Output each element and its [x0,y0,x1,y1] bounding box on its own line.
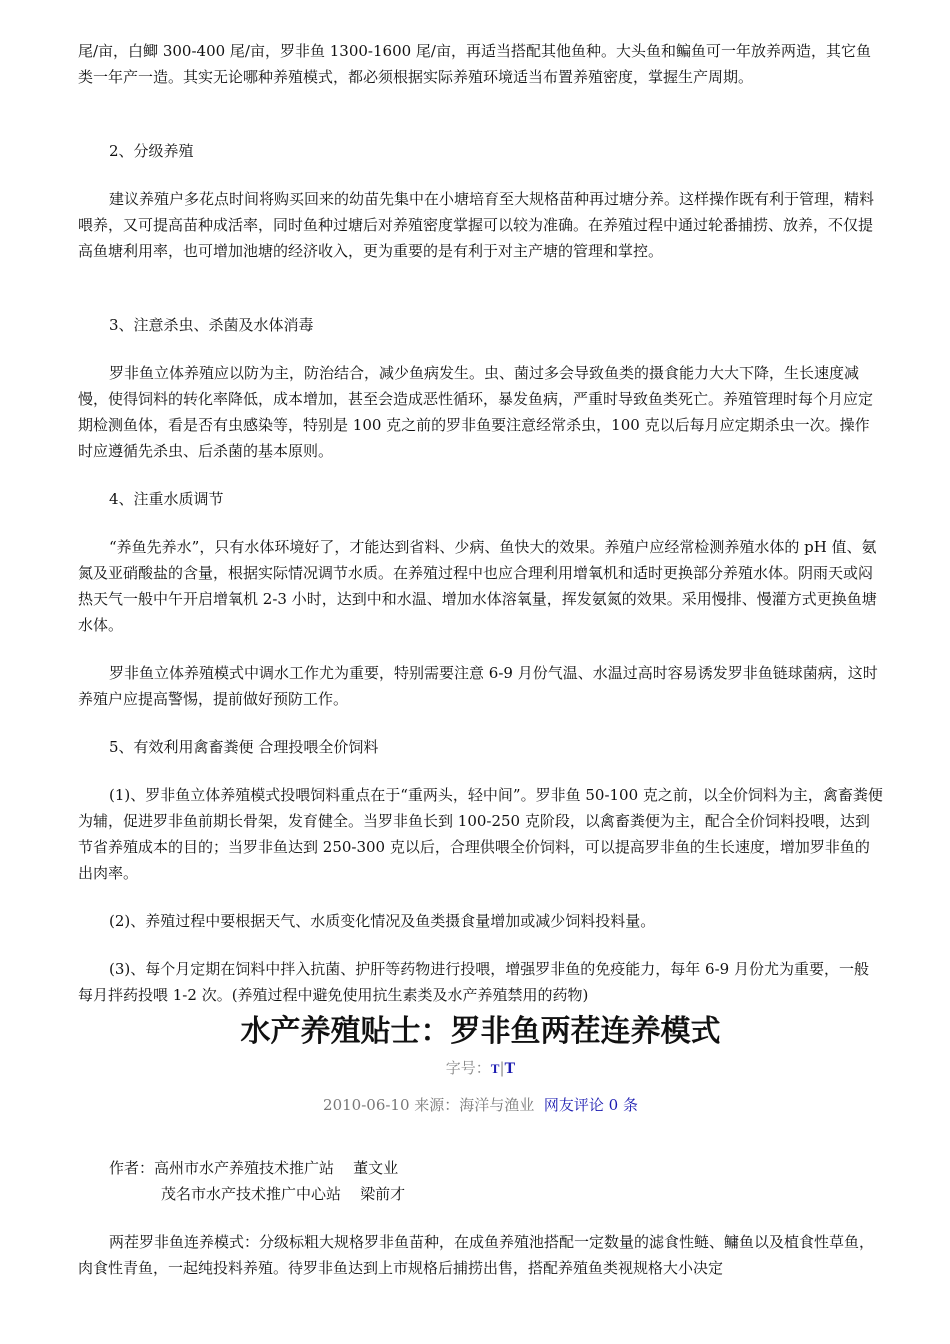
article-meta [78,1093,883,1117]
font-size-label: 字号： [445,1059,491,1077]
article-title: 水产养殖贴士：罗非鱼两茬连养模式 [240,1014,721,1049]
paragraph-intro: 两茬罗非鱼连养模式：分级标粗大规格罗非鱼苗种，在成鱼养殖池搭配一定数量的滤食性鲢、鳙鱼以及植食性草鱼，肉食性青鱼，一起纯投料养殖。待罗非鱼达到上市规格后捕捞出售，搭配养殖鱼类视规格大小决定 [78,1233,875,1277]
paragraph-grading-culture: 建议养殖户多花点时间将购买回来的幼苗先集中在小塘培育至大规格苗种再过塘分养。这样操作既有利于管理，精料喂养，又可提高苗种成活率，同时鱼种过塘后对养殖密度掌握可以较为准确。在养殖过程中通过轮番捕捞、放养，不仅提高鱼塘利用率，也可增加池塘的经济收入，更为重要的是有利于对主产塘的管理和掌控。 [78,190,875,260]
author-block [78,1155,883,1207]
heading-water-quality: 4、注重水质调节 [109,490,224,508]
article-source: 来源：海洋与渔业 [414,1096,535,1114]
heading-disinfection: 3、注意杀虫、杀菌及水体消毒 [109,316,314,334]
font-size-control [78,1056,883,1081]
article-date: 2010-06-10 [323,1096,410,1114]
font-large-button[interactable]: T [504,1060,516,1077]
paragraph-disinfection: 罗非鱼立体养殖应以防为主，防治结合，减少鱼病发生。虫、菌过多会导致鱼类的摄食能力大大下降，生长速度减慢，使得饲料的转化率降低，成本增加，甚至会造成恶性循环，暴发鱼病，严重时导致鱼类死亡。养殖管理时每个月应定期检测鱼体，看是否有虫感染等，特别是 100 克之前的罗非鱼要注意经常杀虫，100 克以后每月应定期杀虫一次。操作时应遵循先杀虫、后杀菌的基本原则。 [78,364,874,460]
paragraph-feeding-3: (3)、每个月定期在饲料中拌入抗菌、护肝等药物进行投喂，增强罗非鱼的免疫能力，每年 6-9 月份尤为重要，一般每月拌药投喂 1-2 次。(养殖过程中避免使用抗生素类及水产养殖禁用的药物) [78,960,869,1004]
heading-grading-culture: 2、分级养殖 [109,142,194,160]
paragraph-feeding-1: (1)、罗非鱼立体养殖模式投喂饲料重点在于“重两头，轻中间”。罗非鱼 50-100 克之前，以全价饲料为主，禽畜粪便为辅，促进罗非鱼前期长骨架，发育健全。当罗非鱼长到 100-250 克阶段，以禽畜粪便为主，配合全价饲料投喂，达到节省养殖成本的目的；当罗非鱼达到 250-300 克以后，合理供喂全价饲料，可以提高罗非鱼的生长速度，增加罗非鱼的出肉率。 [78,786,883,882]
paragraph-water-quality-2: 罗非鱼立体养殖模式中调水工作尤为重要，特别需要注意 6-9 月份气温、水温过高时容易诱发罗非鱼链球菌病，这时养殖户应提高警惕，提前做好预防工作。 [78,664,878,708]
heading-feeding: 5、有效利用禽畜粪便 合理投喂全价饲料 [109,738,379,756]
font-size-separator: | [499,1059,505,1077]
paragraph-feeding-2: (2)、养殖过程中要根据天气、水质变化情况及鱼类摄食量增加或减少饲料投料量。 [109,912,656,930]
font-small-button[interactable]: T [490,1061,500,1076]
document-page [78,38,883,1281]
author-line-2: 茂名市水产技术推广中心站 梁前才 [161,1185,406,1203]
author-line-1: 作者：高州市水产养殖技术推广站 董文业 [109,1159,399,1177]
comments-link[interactable]: 网友评论 0 条 [543,1096,638,1114]
paragraph-continuation: 尾/亩，白鲫 300-400 尾/亩，罗非鱼 1300-1600 尾/亩，再适当搭配其他鱼种。大头鱼和鳊鱼可一年放养两造，其它鱼类一年产一造。其实无论哪种养殖模式，都必须根据实际养殖环境适当布置养殖密度，掌握生产周期。 [78,42,871,86]
paragraph-water-quality-1: “养鱼先养水”，只有水体环境好了，才能达到省料、少病、鱼快大的效果。养殖户应经常检测养殖水体的 pH 值、氨氮及亚硝酸盐的含量，根据实际情况调节水质。在养殖过程中也应合理利用增氧机和适时更换部分养殖水体。阴雨天或闷热天气一般中午开启增氧机 2-3 小时，达到中和水温、增加水体溶氧量，挥发氨氮的效果。采用慢排、慢灌方式更换鱼塘水体。 [78,538,877,634]
